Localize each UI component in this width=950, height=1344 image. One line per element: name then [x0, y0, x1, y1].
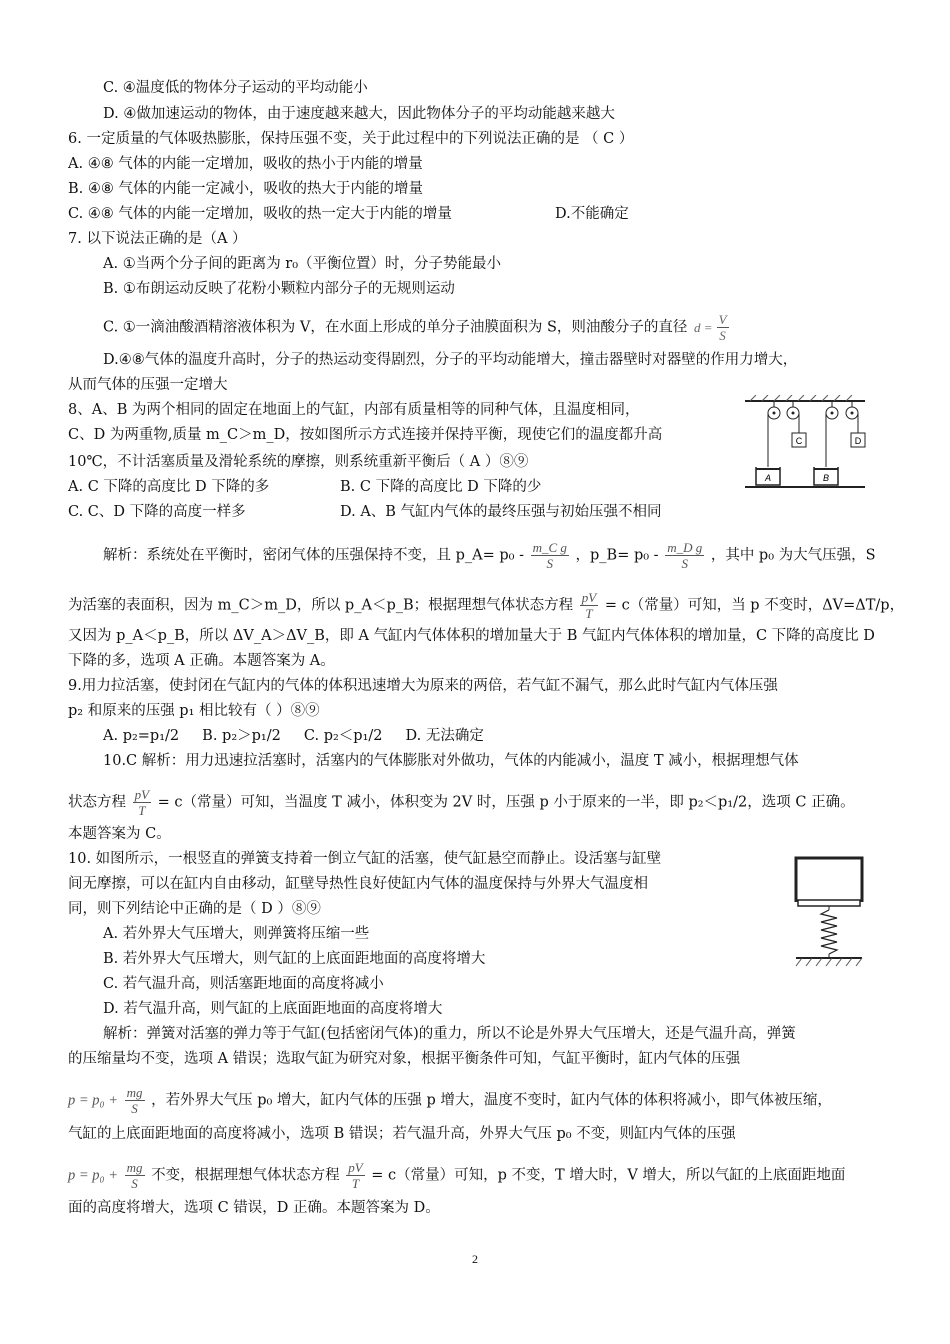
solution-line: 10.C 解析：用力迅速拉活塞时，活塞内的气体膨胀对外做功，气体的内能减小，温度 T 减小，根据理想气体 — [103, 753, 799, 769]
option-line: A. 若外界大气压增大，则弹簧将压缩一些 — [103, 926, 370, 942]
formula: p = p₀ + — [68, 1092, 118, 1109]
solution-line: 解析：弹簧对活塞的弹力等于气缸(包括密闭气体)的重力，所以不论是外界大气压增大，还是气温升高，弹簧 — [103, 1026, 796, 1042]
inverted-cylinder — [796, 858, 862, 902]
fraction — [125, 1085, 145, 1116]
solution-text: = c（常量）可知，p 不变，T 增大时，V 增大，所以气缸的上底面距地面 — [371, 1167, 846, 1184]
option-line: C. ④⑧ 气体的内能一定增加，吸收的热一定大于内能的增量 — [68, 206, 452, 222]
label-b: B — [822, 473, 830, 483]
option-line: B. C 下降的高度比 D 下降的少 — [340, 479, 542, 495]
numerator: mg — [126, 1085, 143, 1100]
fraction — [133, 787, 151, 818]
fraction — [346, 1160, 364, 1191]
option-line: D. ④做加速运动的物体，由于速度越来越大，因此物体分子的平均动能越来越大 — [103, 106, 615, 122]
solution-line: 又因为 p_A＜p_B，所以 ΔV_A＞ΔV_B，即 A 气缸内气体体积的增加量大于 B 气缸内气体体积的增加量，C 下降的高度比 D — [68, 628, 875, 644]
option-line: C. ④温度低的物体分子运动的平均动能小 — [103, 80, 368, 96]
denominator: T — [351, 1176, 360, 1191]
denominator: S — [131, 1101, 138, 1116]
solution-text: = c（常量）可知，当 p 不变时，ΔV=ΔT/p， — [604, 597, 905, 614]
denominator: T — [585, 606, 593, 621]
option-line: D. 若气温升高，则气缸的上底面距地面的高度将增大 — [103, 1001, 443, 1017]
solution-line — [68, 1160, 845, 1191]
option-line: B. ①布朗运动反映了花粉小颗粒内部分子的无规则运动 — [103, 281, 455, 297]
solution-line: 本题答案为 C。 — [68, 826, 171, 842]
formula: p = p₀ + — [68, 1167, 118, 1184]
denominator: S — [131, 1176, 138, 1191]
denominator: S — [681, 556, 688, 571]
question-10: 同，则下列结论中正确的是（ D ）⑧⑨ — [68, 901, 321, 917]
numerator: mg — [126, 1160, 143, 1175]
question-9: p₂ 和原来的压强 p₁ 相比较有（ ）⑧⑨ — [68, 703, 320, 719]
question-8: 8、A、B 为两个相同的固定在地面上的气缸，内部有质量相等的同种气体，且温度相同， — [68, 402, 640, 418]
question-10: 间无摩擦，可以在缸内自由移动，缸壁导热性良好使缸内气体的温度保持与外界大气温度相 — [68, 876, 648, 892]
fraction — [531, 540, 569, 571]
label-a: A — [764, 473, 772, 483]
numerator: pV — [134, 787, 150, 802]
option-line: D. A、B 气缸内气体的最终压强与初始压强不相同 — [340, 504, 662, 520]
fraction: $\frac{V}{S}$ — [718, 312, 727, 343]
fraction — [580, 590, 598, 621]
option-line: C. C、D 下降的高度一样多 — [68, 504, 246, 520]
solution-line — [68, 1085, 832, 1116]
option-line: B. ④⑧ 气体的内能一定减小，吸收的热大于内能的增量 — [68, 181, 423, 197]
options-line: A. p₂=p₁/2 B. p₂＞p₁/2 C. p₂＜p₁/2 D. 无法确定 — [103, 728, 484, 744]
question-10: 10. 如图所示，一根竖直的弹簧支持着一倒立气缸的活塞，使气缸悬空而静止。设活塞与缸壁 — [68, 851, 662, 867]
solution-text: ，p_B= p₀ - — [575, 547, 659, 564]
fraction — [665, 540, 704, 571]
formula-d-v-s: d = — [694, 319, 713, 335]
piston — [798, 900, 860, 906]
question-6: 6. 一定质量的气体吸热膨胀，保持压强不变，关于此过程中的下列说法正确的是 （ C ） — [68, 131, 634, 147]
question-8: C、D 为两重物,质量 m_C＞m_D，按如图所示方式连接并保持平衡，现使它们的温度都升高 — [68, 427, 663, 443]
option-line: A. C 下降的高度比 D 下降的多 — [68, 479, 270, 495]
pulley-cylinders-figure — [740, 395, 870, 493]
spring — [821, 910, 837, 954]
solution-line — [103, 540, 876, 571]
denominator: T — [138, 803, 146, 818]
page-number: 2 — [472, 1252, 478, 1266]
option-line — [103, 312, 731, 343]
label-c: C — [795, 436, 803, 446]
spring-cylinder-figure — [790, 852, 870, 970]
solution-line: 下降的多，选项 A 正确。本题答案为 A。 — [68, 653, 335, 669]
option-line: D.不能确定 — [555, 206, 629, 222]
solution-line — [68, 787, 855, 818]
solution-text: ，若外界大气压 p₀ 增大，缸内气体的压强 p 增大，温度不变时，缸内气体的体积将减小，即气体被压缩， — [151, 1092, 832, 1109]
numerator: pV — [348, 1160, 363, 1175]
question-7: 7. 以下说法正确的是（A ） — [68, 231, 247, 247]
denominator: S — [546, 556, 553, 571]
option-line: C. 若气温升高，则活塞距地面的高度将减小 — [103, 976, 384, 992]
numerator: m_C g — [532, 540, 567, 555]
option-line: A. ④⑧ 气体的内能一定增加，吸收的热小于内能的增量 — [68, 156, 423, 172]
solution-text: 为活塞的表面积，因为 m_C＞m_D，所以 p_A＜p_B；根据理想气体状态方程 — [68, 597, 574, 614]
solution-text: ，其中 p₀ 为大气压强，S — [710, 547, 876, 564]
option-line: D.④⑧气体的温度升高时，分子的热运动变得剧烈，分子的平均动能增大，撞击器壁时对器壁的作用力增大， — [103, 352, 798, 368]
option-line: A. ①当两个分子间的距离为 r₀（平衡位置）时，分子势能最小 — [103, 256, 502, 272]
question-8: 10℃，不计活塞质量及滑轮系统的摩擦，则系统重新平衡后（ A ）⑧⑨ — [68, 454, 529, 470]
solution-text: 解析：系统处在平衡时，密闭气体的压强保持不变，且 p_A= p₀ - — [103, 547, 524, 564]
numerator: pV — [581, 590, 597, 605]
solution-text: 不变，根据理想气体状态方程 — [151, 1167, 340, 1184]
question-9: 9.用力拉活塞，使封闭在气缸内的气体的体积迅速增大为原来的两倍，若气缸不漏气，那么此时气缸内气体压强 — [68, 678, 778, 694]
solution-text: = c（常量）可知，当温度 T 减小，体积变为 2V 时，压强 p 小于原来的一半，即 p₂＜p₁/2，选项 C 正确。 — [157, 794, 855, 811]
solution-line — [68, 590, 904, 621]
option-line: B. 若外界大气压增大，则气缸的上底面距地面的高度将增大 — [103, 951, 486, 967]
solution-line: 的压缩量均不变，选项 A 错误；选取气缸为研究对象，根据平衡条件可知，气缸平衡时，缸内气体的压强 — [68, 1051, 741, 1067]
solution-line: 气缸的上底面距地面的高度将减小，选项 B 错误；若气温升高，外界大气压 p₀ 不变，则缸内气体的压强 — [68, 1126, 736, 1142]
label-d: D — [854, 436, 862, 446]
numerator: m_D g — [667, 540, 703, 555]
solution-text: 状态方程 — [68, 794, 126, 811]
fraction — [125, 1160, 145, 1191]
option-text: C. ①一滴油酸酒精溶液体积为 V，在水面上形成的单分子油膜面积为 S，则油酸分子的直径 — [103, 319, 688, 336]
solution-line: 面的高度将增大，选项 C 错误，D 正确。本题答案为 D。 — [68, 1200, 440, 1216]
option-line: 从而气体的压强一定增大 — [68, 377, 228, 393]
